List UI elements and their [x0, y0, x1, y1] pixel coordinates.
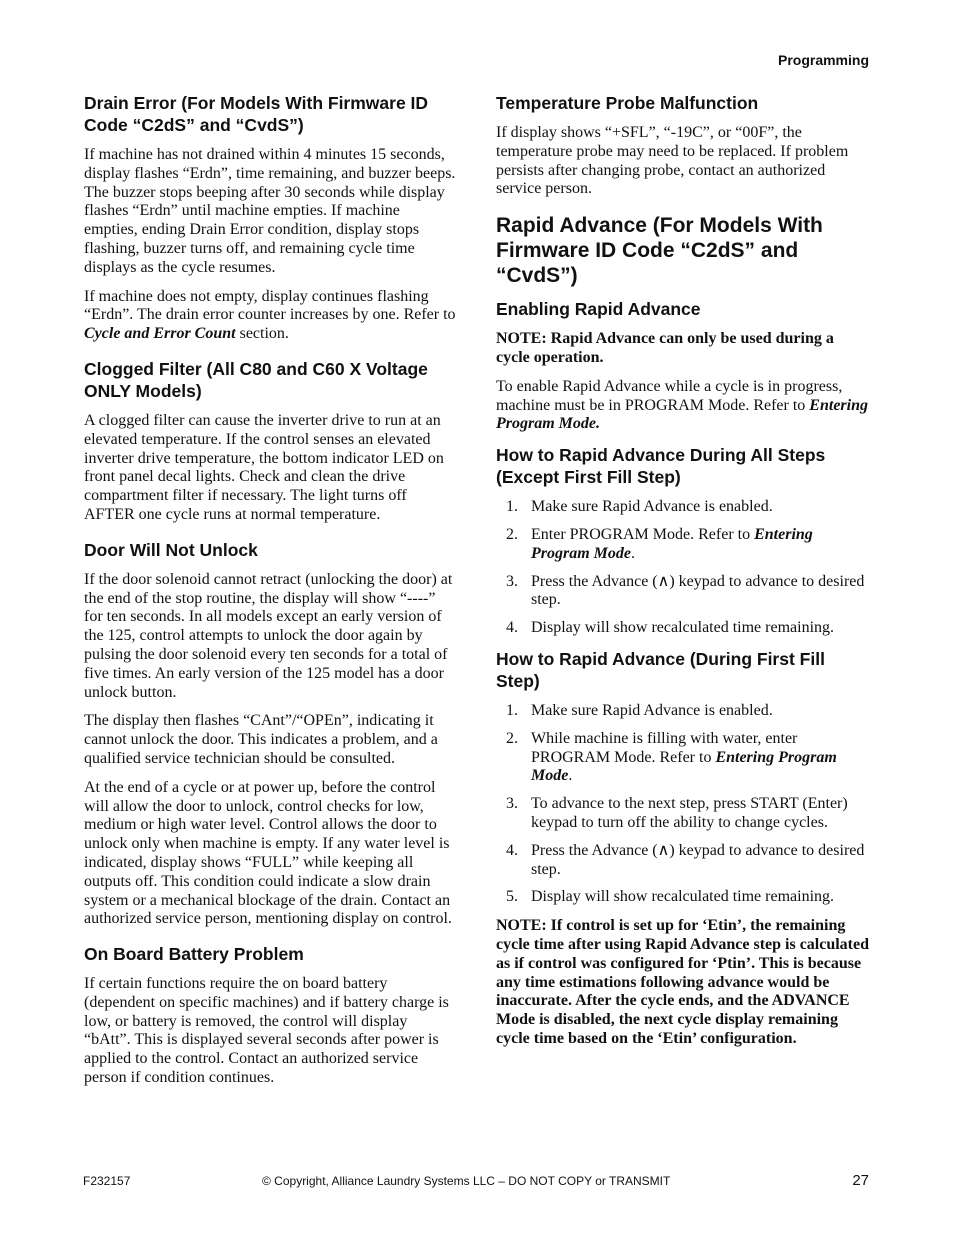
page-number: 27 — [852, 1172, 869, 1189]
left-column — [84, 92, 456, 1098]
note: NOTE: Rapid Advance can only be used during a cycle operation. — [496, 330, 834, 366]
text: . — [631, 544, 635, 562]
text: . — [568, 767, 573, 785]
cross-reference: Entering Program Mode — [531, 525, 813, 562]
text: . — [596, 415, 600, 433]
list-item — [496, 795, 871, 833]
text: Enter PROGRAM Mode. Refer to — [531, 525, 755, 543]
steps-list-first-fill — [496, 702, 871, 907]
subsection-heading-first-fill: How to Rapid Advance (During First Fill Step) — [496, 648, 825, 691]
text: If machine does not empty, display continues flashing “Erdn”. The drain error counter increases by one. Refer to — [84, 287, 456, 324]
section-heading-door-will-not-unlock: Door Will Not Unlock — [84, 539, 258, 560]
step-number: 2. — [506, 525, 518, 543]
section-heading-drain-error: Drain Error (For Models With Firmware ID Code “C2dS” and “CvdS”) — [84, 93, 429, 135]
text: Press the Advance (∧) keypad to advance to desired step. — [531, 841, 865, 878]
subsection-heading-enabling: Enabling Rapid Advance — [496, 299, 701, 320]
text: While machine is filling with water, enter PROGRAM Mode. Refer to — [531, 729, 798, 766]
text: Press the Advance (∧) keypad to advance to desired step. — [531, 572, 865, 609]
list-item — [496, 526, 871, 564]
paragraph: If the door solenoid cannot retract (unlocking the door) at the end of the stop routine, the display will show “----” for ten seconds. In all models except an early version of the 125, control attempts to unlock the door again by pulsing the door solenoid every ten seconds for a total of five times. An early version of the 125 model has a door unlock button. — [84, 570, 453, 701]
step-number: 3. — [506, 572, 518, 590]
text: To enable Rapid Advance while a cycle is in progress, machine must be in PROGRAM Mode. Refer to — [496, 377, 843, 414]
text: Make sure Rapid Advance is enabled. — [531, 701, 773, 719]
section-heading-clogged-filter: Clogged Filter (All C80 and C60 X Voltage ONLY Models) — [84, 358, 428, 401]
paragraph: If display shows “+SFL”, “-19C”, or “00F”, the temperature probe may need to be replaced. If problem persists after changing probe, contact an authorized service person. — [496, 124, 849, 198]
cross-reference: Cycle and Error Count — [84, 325, 236, 343]
step-number: 4. — [506, 841, 518, 859]
step-number: 5. — [506, 888, 518, 906]
list-item — [496, 498, 871, 517]
note: NOTE: If control is set up for ‘Etin’, the remaining cycle time after using Rapid Advance step is calculated as if control was configured for ‘Ptin’. This is because any time estimations following advance would be inaccurate. After the cycle ends, and the ADVANCE Mode is disabled, the next cycle display remaining cycle time based on the ‘Etin’ configuration. — [496, 917, 870, 1047]
copyright-notice: © Copyright, Alliance Laundry Systems LLC – DO NOT COPY or TRANSMIT — [262, 1174, 671, 1188]
list-item — [496, 730, 871, 786]
steps-list-all-steps — [496, 498, 871, 638]
list-item — [496, 573, 871, 611]
paragraph: The display then flashes “CAnt”/“OPEn”, indicating it cannot unlock the door. This indicates a problem, and a qualified service technician should be consulted. — [84, 712, 438, 767]
paragraph: At the end of a cycle or at power up, before the control will allow the door to unlock, control checks for low, medium or high water level. Control allows the door to unlock only when machine is empty. If any water level is indicated, display shows “FULL” while keeping all outputs off. This condition could indicate a slow drain system or a mechanical blockage of the drain. Contact an authorized service person, mentioning display on control. — [84, 778, 452, 928]
subsection-heading-all-steps: How to Rapid Advance During All Steps (Except First Fill Step) — [496, 445, 826, 488]
running-header: Programming — [777, 52, 869, 68]
text: Display will show recalculated time remaining. — [531, 888, 835, 906]
paragraph — [84, 288, 456, 344]
cross-reference: Entering Program Mode — [496, 396, 868, 433]
section-heading-rapid-advance: Rapid Advance (For Models With Firmware ID Code “C2dS” and “CvdS”) — [496, 214, 823, 288]
step-number: 1. — [506, 701, 518, 719]
paragraph: If machine has not drained within 4 minutes 15 seconds, display flashes “Erdn”, time remaining, and buzzer beeps. The buzzer stops beeping after 30 seconds while display flashes “Erdn” until machine empties. If machine empties, ending Drain Error condition, display stops flashing, buzzer turns off, and remaining cycle time displays as the cycle resumes. — [84, 146, 456, 276]
text: section. — [235, 325, 289, 343]
list-item — [496, 619, 871, 638]
section-heading-battery-problem: On Board Battery Problem — [84, 944, 304, 965]
text: Display will show recalculated time remaining. — [531, 619, 835, 637]
text: To advance to the next step, press START (Enter) keypad to turn off the ability to change cycles. — [531, 795, 848, 831]
list-item — [496, 888, 871, 907]
text: Make sure Rapid Advance is enabled. — [531, 498, 773, 516]
section-heading-temperature-probe: Temperature Probe Malfunction — [496, 93, 759, 113]
step-number: 2. — [506, 729, 518, 747]
paragraph: If certain functions require the on board battery (dependent on specific machines) and if battery charge is low, or battery is removed, the control will display “bAtt”. This is displayed several seconds after power is applied to the control. Contact an authorized service person if condition continues. — [84, 975, 449, 1087]
right-column — [496, 92, 871, 1059]
list-item — [496, 842, 871, 880]
step-number: 1. — [506, 498, 518, 516]
paragraph: A clogged filter can cause the inverter drive to run at an elevated temperature. If the control senses an elevated inverter drive temperature, the bottom indicator LED on front panel decal lights. Check and clean the drive compartment filter if necessary. The light turns off AFTER one cycle runs at normal temperature. — [84, 411, 444, 523]
document-id: F232157 — [83, 1174, 131, 1188]
cross-reference: Entering Program Mode — [531, 748, 837, 785]
step-number: 3. — [506, 795, 518, 813]
paragraph — [496, 378, 871, 434]
step-number: 4. — [506, 619, 518, 637]
list-item — [496, 702, 871, 721]
